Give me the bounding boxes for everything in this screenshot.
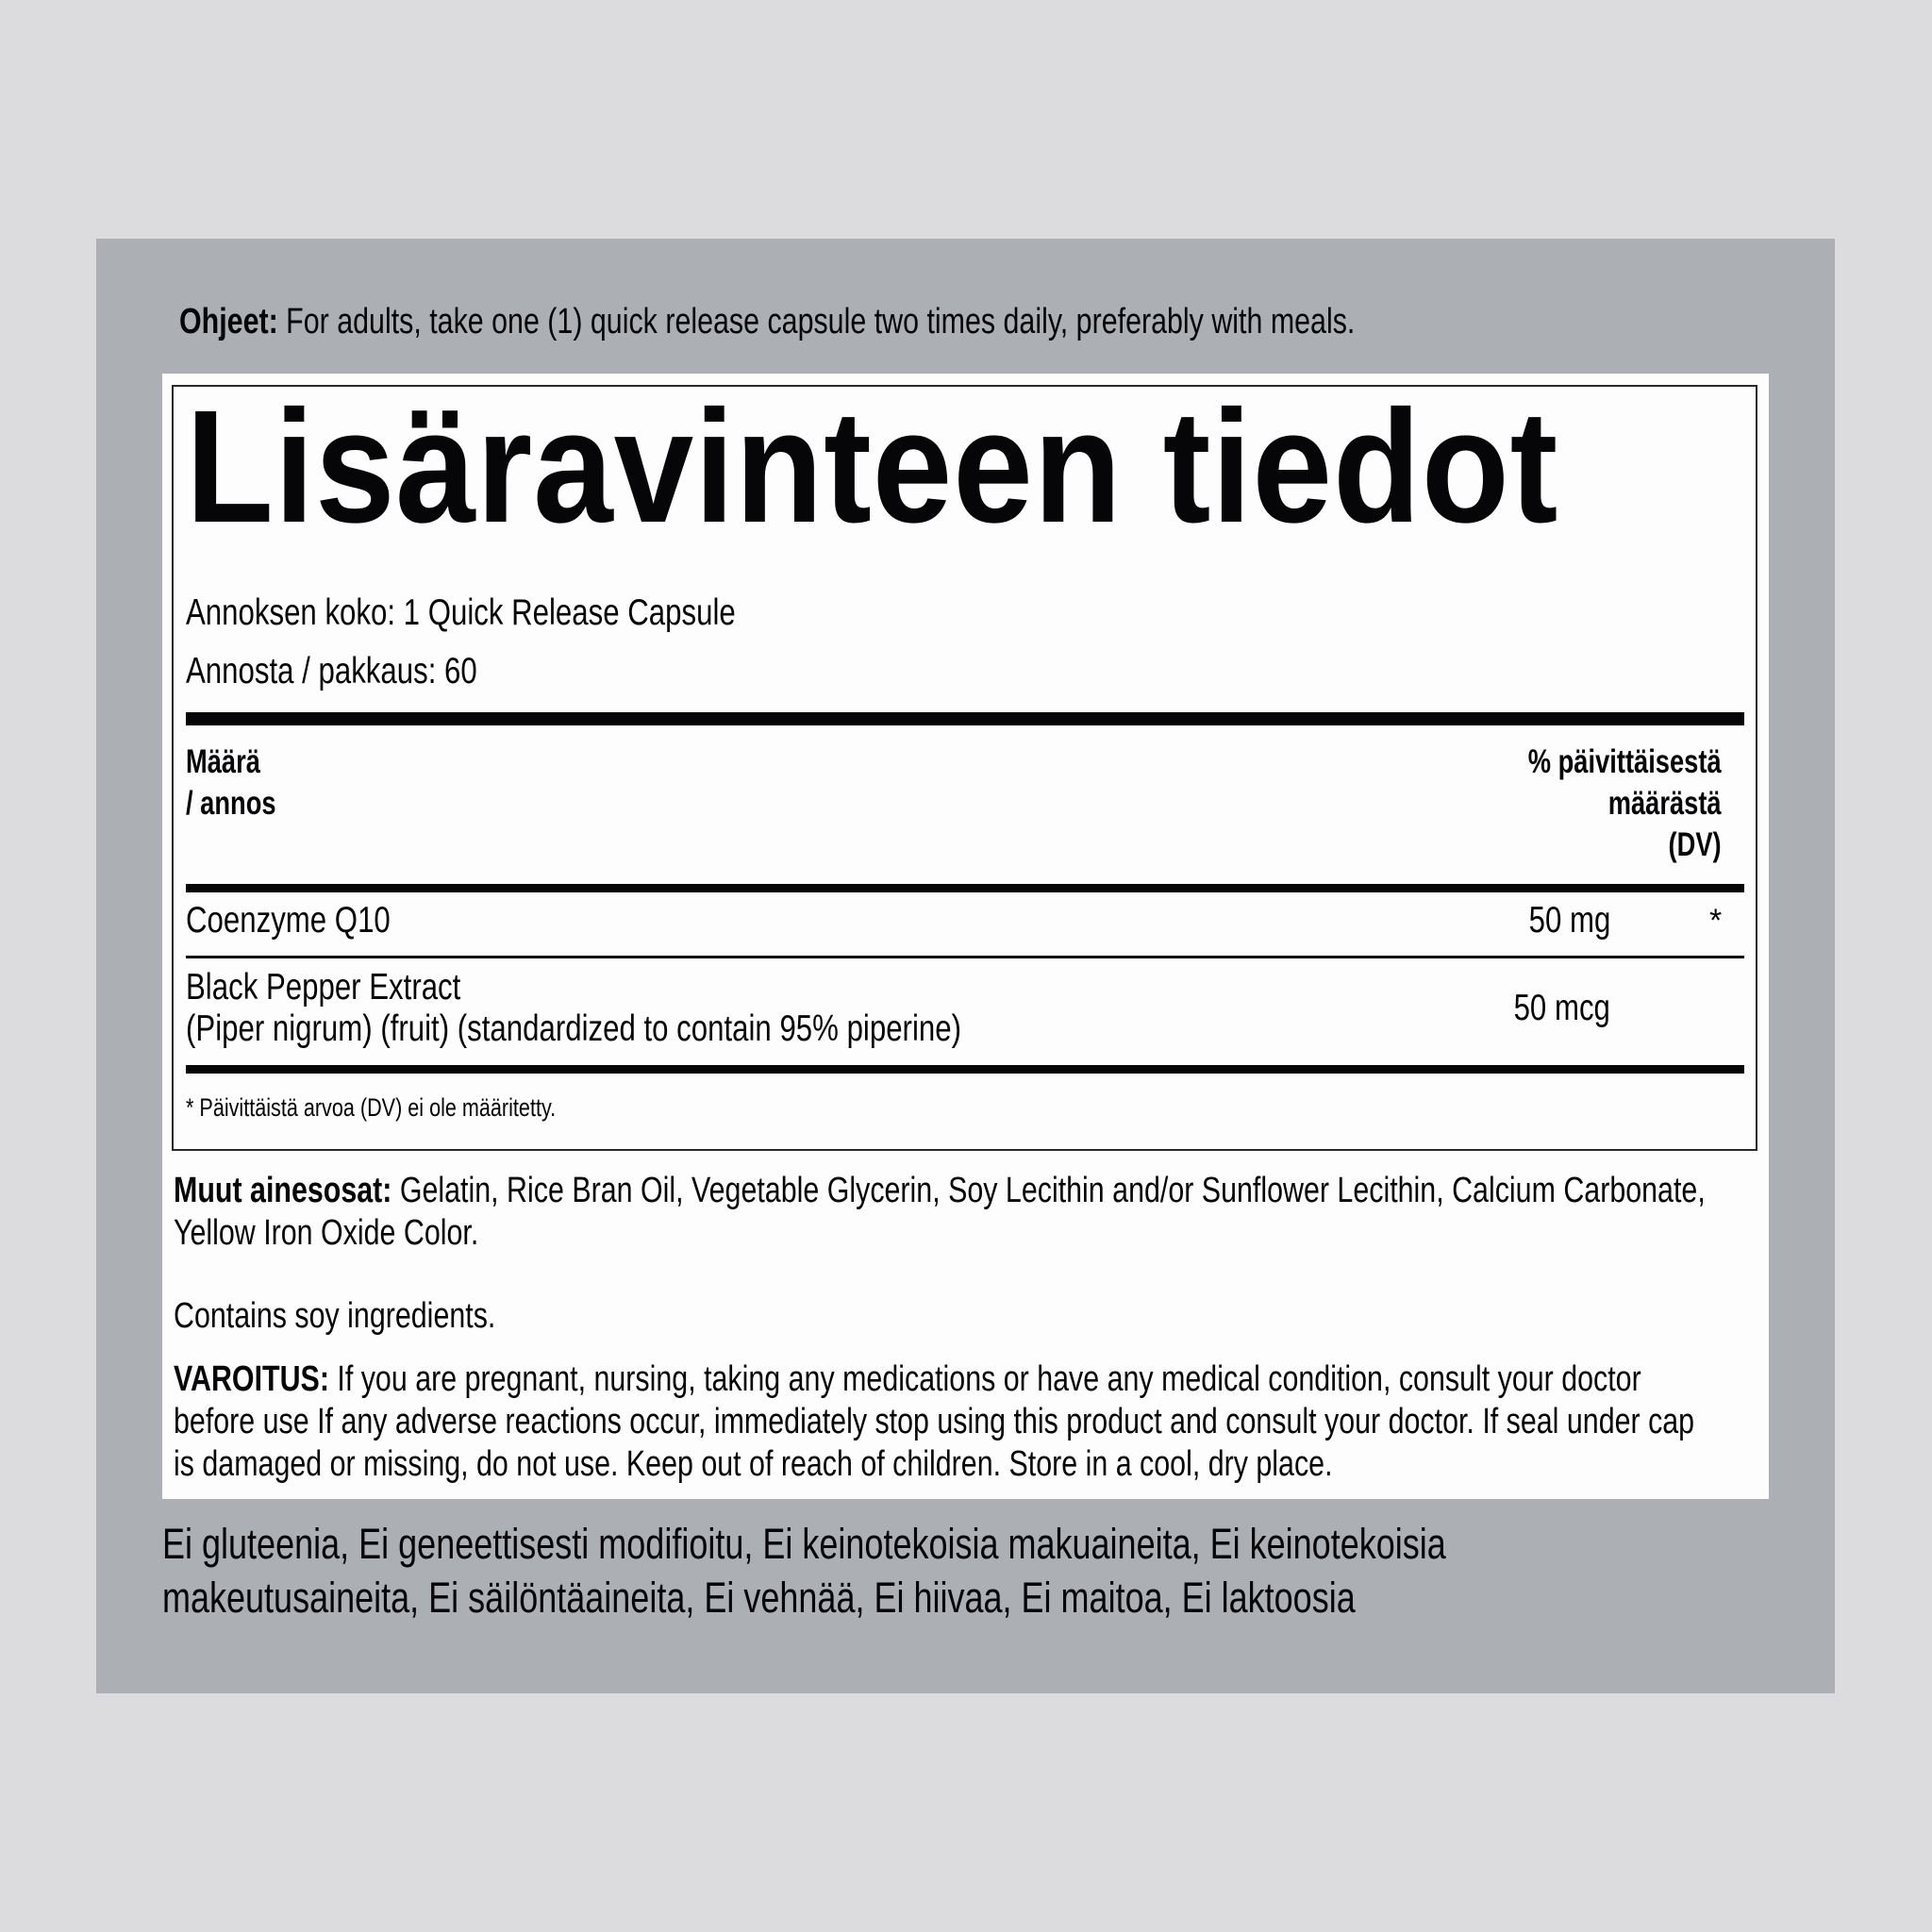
warning: VAROITUS: If you are pregnant, nursing, taking any medications or have any medical condition, consult your doctor before use If any adverse reactions occur, immediately stop using this product and consult your doctor. If seal under cap is damaged or missing, do not use. Keep out of reach of children. Store in a cool, dry place.: [174, 1359, 1695, 1484]
directions: [179, 300, 1649, 343]
amount-per-serving-header: Määrä / annos: [186, 743, 276, 822]
free-from-claims: Ei gluteenia, Ei geneettisesti modifioitu, Ei keinotekoisia makuaineita, Ei keinotekoisia makeutusaineita, Ei säilöntäaineita, Ei vehnää, Ei hiivaa, Ei maitoa, Ei laktoosia: [162, 1520, 1446, 1622]
thin-divider: [186, 956, 1744, 958]
other-ingredients-label: Muut ainesosat:: [174, 1171, 392, 1210]
allergen-statement: Contains soy ingredients.: [174, 1296, 496, 1336]
other-ingredients: Muut ainesosat: Gelatin, Rice Bran Oil, Vegetable Glycerin, Soy Lecithin and/or Sunflower Lecithin, Calcium Carbonate, Yellow Iron Oxide Color.: [174, 1171, 1706, 1253]
thick-divider: [186, 712, 1744, 725]
nutrient-detail: (Piper nigrum) (fruit) (standardized to contain 95% piperine): [186, 1008, 961, 1049]
nutrient-daily-value: *: [1709, 903, 1723, 939]
nutrient-amount: 50 mcg: [1513, 988, 1610, 1028]
directions-text: For adults, take one (1) quick release capsule two times daily, preferably with meals.: [277, 302, 1356, 341]
serving-size: Annoksen koko: 1 Quick Release Capsule: [186, 592, 736, 633]
medium-divider: [186, 884, 1744, 892]
servings-per-container: Annosta / pakkaus: 60: [186, 651, 477, 691]
daily-value-header: % päivittäisestä määrästä (DV): [1528, 743, 1722, 863]
daily-value-footnote: * Päivittäistä arvoa (DV) ei ole määritetty.: [186, 1093, 557, 1122]
nutrient-amount: 50 mg: [1528, 900, 1610, 941]
supplement-facts-title: Lisäravinteen tiedot: [186, 377, 1559, 557]
directions-label: Ohjeet:: [179, 302, 278, 341]
nutrient-name: Coenzyme Q10: [186, 900, 391, 941]
nutrient-name: Black Pepper Extract: [186, 967, 461, 1008]
medium-divider: [186, 1065, 1744, 1074]
warning-label: VAROITUS:: [174, 1359, 329, 1399]
